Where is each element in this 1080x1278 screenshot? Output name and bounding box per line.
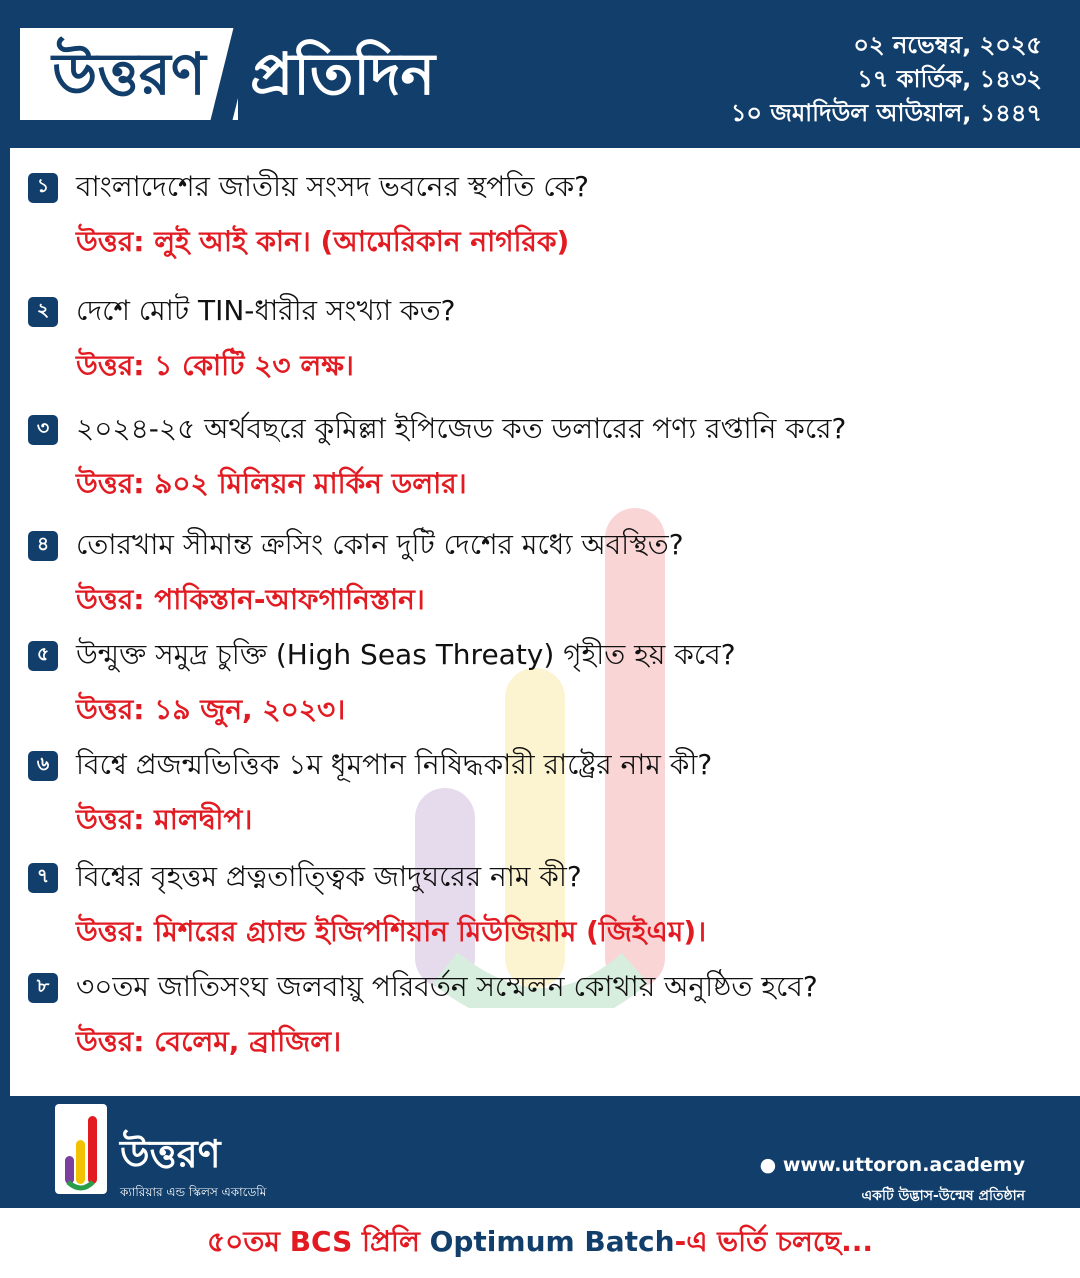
answer-label: উত্তর: [76, 225, 145, 258]
answer-line [76, 222, 1068, 262]
promo-part-3: -এ ভর্তি চলছে... [674, 1225, 873, 1258]
qa-item-1 [28, 168, 1068, 262]
question-number: ২ [28, 297, 58, 327]
question-text: তোরখাম সীমান্ত ক্রসিং কোন দুটি দেশের মধ্যে অবস্থিত? [76, 527, 684, 561]
answer-text: বেলেম, ব্রাজিল। [154, 1025, 342, 1058]
question-text: উন্মুক্ত সমুদ্র চুক্তি (High Seas Threaty) গৃহীত হয় কবে? [76, 637, 736, 671]
footer-tagline: একটি উদ্ভাস-উন্মেষ প্রতিষ্ঠান [861, 1188, 1025, 1204]
answer-label: উত্তর: [76, 803, 145, 836]
question-text: বাংলাদেশের জাতীয় সংসদ ভবনের স্থপতি কে? [76, 169, 590, 203]
answer-line [76, 690, 1068, 730]
answer-line [76, 800, 1068, 840]
answer-label: উত্তর: [76, 693, 145, 726]
qa-item-7 [28, 858, 1068, 952]
question-text: বিশ্বে প্রজন্মভিত্তিক ১ম ধূমপান নিষিদ্ধকারী রাষ্ট্রের নাম কী? [76, 747, 713, 781]
qa-item-8 [28, 968, 1068, 1062]
question-text: দেশে মোট TIN-ধারীর সংখ্যা কত? [76, 293, 456, 327]
answer-label: উত্তর: [76, 1025, 145, 1058]
header [0, 0, 1080, 148]
question-number: ৭ [28, 863, 58, 893]
answer-label: উত্তর: [76, 583, 145, 616]
promo-text [0, 1222, 1080, 1262]
answer-line [76, 346, 1068, 386]
globe-icon: ● [759, 1154, 777, 1176]
footer [0, 1096, 1080, 1208]
question-number: ৬ [28, 751, 58, 781]
qa-item-2 [28, 292, 1068, 386]
qa-content [10, 148, 1080, 1096]
answer-text: মিশরের গ্র্যান্ড ইজিপশিয়ান মিউজিয়াম (জিইএম)। [154, 915, 707, 948]
website-link[interactable] [760, 1154, 1025, 1176]
answer-line [76, 464, 1068, 504]
brand-second-word: প্রতিদিন [250, 40, 436, 108]
date-block [731, 28, 1042, 130]
answer-text: পাকিস্তান-আফগানিস্তান। [154, 583, 425, 616]
footer-brand-name: উত্তরণ [120, 1132, 221, 1176]
date-gregorian: ০২ নভেম্বর, ২০২৫ [853, 31, 1042, 59]
answer-text: লুই আই কান। (আমেরিকান নাগরিক) [154, 225, 570, 258]
promo-bar [0, 1208, 1080, 1278]
date-hijri: ১০ জমাদিউল আউয়াল, ১৪৪৭ [730, 99, 1042, 127]
answer-text: ১ কোটি ২৩ লক্ষ। [154, 349, 354, 382]
answer-text: ১৯ জুন, ২০২৩। [154, 693, 346, 726]
qa-item-5 [28, 636, 1068, 730]
qa-item-4 [28, 526, 1068, 620]
question-number: ৮ [28, 973, 58, 1003]
question-number: ৩ [28, 415, 58, 445]
promo-batch-name: Optimum Batch [429, 1225, 675, 1258]
answer-line [76, 1022, 1068, 1062]
question-number: ৫ [28, 641, 58, 671]
answer-text: ৯০২ মিলিয়ন মার্কিন ডলার। [154, 467, 467, 500]
website-text: www.uttoron.academy [782, 1154, 1025, 1176]
promo-part-1: ৫০তম BCS প্রিলি [207, 1225, 420, 1258]
logo-mark [55, 1104, 107, 1194]
question-text: ২০২৪-২৫ অর্থবছরে কুমিল্লা ইপিজেড কত ডলারের পণ্য রপ্তানি করে? [76, 411, 847, 445]
answer-line [76, 580, 1068, 620]
qa-item-6 [28, 746, 1068, 840]
logo-icon [55, 1104, 107, 1194]
question-text: ৩০তম জাতিসংঘ জলবায়ু পরিবর্তন সম্মেলন কোথায় অনুষ্ঠিত হবে? [76, 969, 818, 1003]
brand-box [20, 28, 238, 120]
answer-line [76, 912, 1068, 952]
question-number: ১ [28, 173, 58, 203]
answer-label: উত্তর: [76, 915, 145, 948]
date-bengali: ১৭ কার্তিক, ১৪৩২ [857, 65, 1042, 93]
brand-first-word: উত্তরণ [52, 40, 206, 108]
answer-label: উত্তর: [76, 349, 145, 382]
answer-label: উত্তর: [76, 467, 145, 500]
footer-brand-subtitle: ক্যারিয়ার এন্ড স্কিলস একাডেমি [120, 1185, 267, 1199]
question-number: ৪ [28, 531, 58, 561]
answer-text: মালদ্বীপ। [154, 803, 253, 836]
qa-item-3 [28, 410, 1068, 504]
question-text: বিশ্বের বৃহত্তম প্রত্নতাত্ত্বিক জাদুঘরের নাম কী? [76, 859, 582, 893]
